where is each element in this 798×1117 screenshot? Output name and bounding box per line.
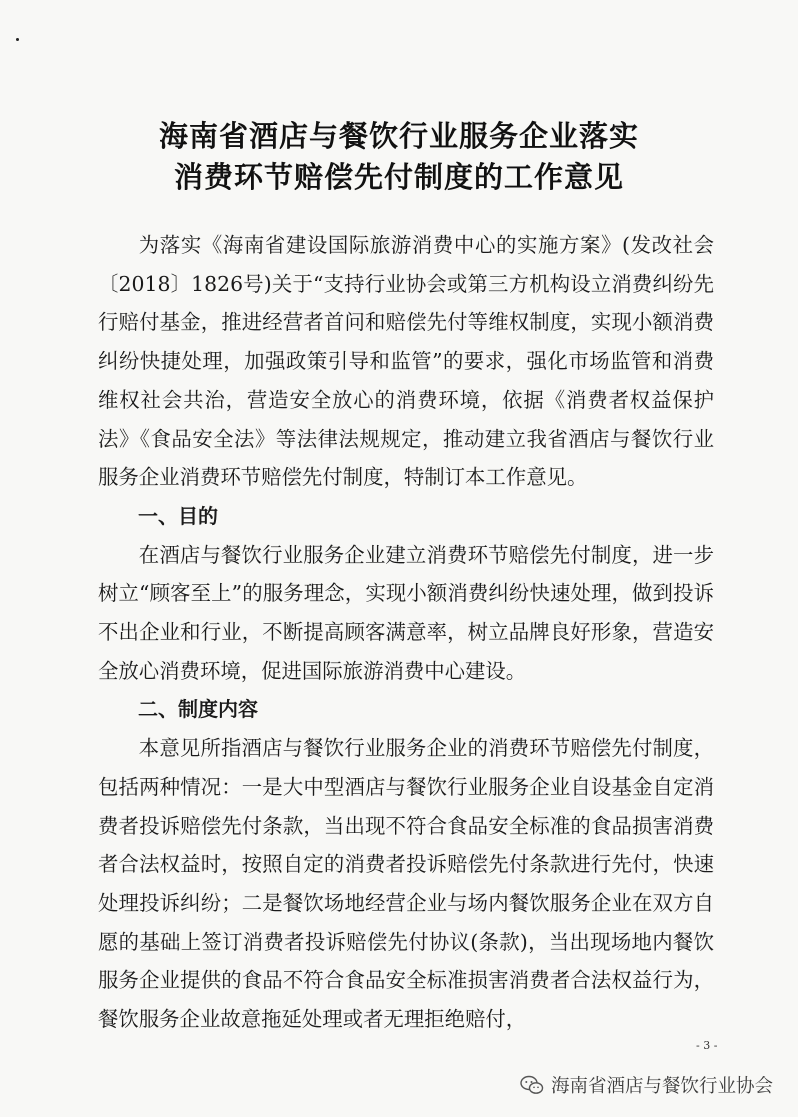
document-title-line1: 海南省酒店与餐饮行业服务企业落实 <box>158 119 639 153</box>
paragraph-purpose: 在酒店与餐饮行业服务企业建立消费环节赔偿先付制度，进一步树立“顾客至上”的服务理念，实现小额消费纠纷快速处理，做到投诉不出企业和行业，不断提高顾客满意率，树立品牌良好形象，营造安全放心消费环境，促进国际旅游消费中心建设。 <box>98 542 714 683</box>
section-heading-content: 二、制度内容 <box>138 697 258 722</box>
source-watermark <box>520 1072 773 1098</box>
watermark-text: 海南省酒店与餐饮行业协会 <box>551 1076 774 1097</box>
scan-speck <box>16 38 19 41</box>
document-body <box>98 226 714 1039</box>
paragraph-content: 本意见所指酒店与餐饮行业服务企业的消费环节赔偿先付制度，包括两种情况：一是大中型酒店与餐饮行业服务企业自设基金自定消费者投诉赔偿先付条款，当出现不符合食品安全标准的食品损害消费者合法权益时，按照自定的消费者投诉赔偿先付条款进行先付，快速处理投诉纠纷；二是餐饮场地经营企业与场内餐饮服务企业在双方自愿的基础上签订消费者投诉赔偿先付协议(条款)，当出现场地内餐饮服务企业提供的食品不符合食品安全标准损害消费者合法权益行为，餐饮服务企业故意拖延处理或者无理拒绝赔付， <box>98 736 714 1032</box>
wechat-icon <box>520 1074 544 1096</box>
document-title-line2: 消费环节赔偿先付制度的工作意见 <box>173 160 624 194</box>
section-heading-purpose: 一、目的 <box>138 503 218 528</box>
page-number: - 3 - <box>696 1039 718 1052</box>
paragraph-intro: 为落实《海南省建设国际旅游消费中心的实施方案》(发改社会〔2018〕1826号)关于“支持行业协会或第三方机构设立消费纠纷先行赔付基金，推进经营者首问和赔偿先付等维权制度，实现小额消费纠纷快捷处理，加强政策引导和监管”的要求，强化市场监管和消费维权社会共治，营造安全放心的消费环境，依据《消费者权益保护法》《食品安全法》等法律法规规定，推动建立我省酒店与餐饮行业服务企业消费环节赔偿先付制度，特制订本工作意见。 <box>98 233 714 490</box>
